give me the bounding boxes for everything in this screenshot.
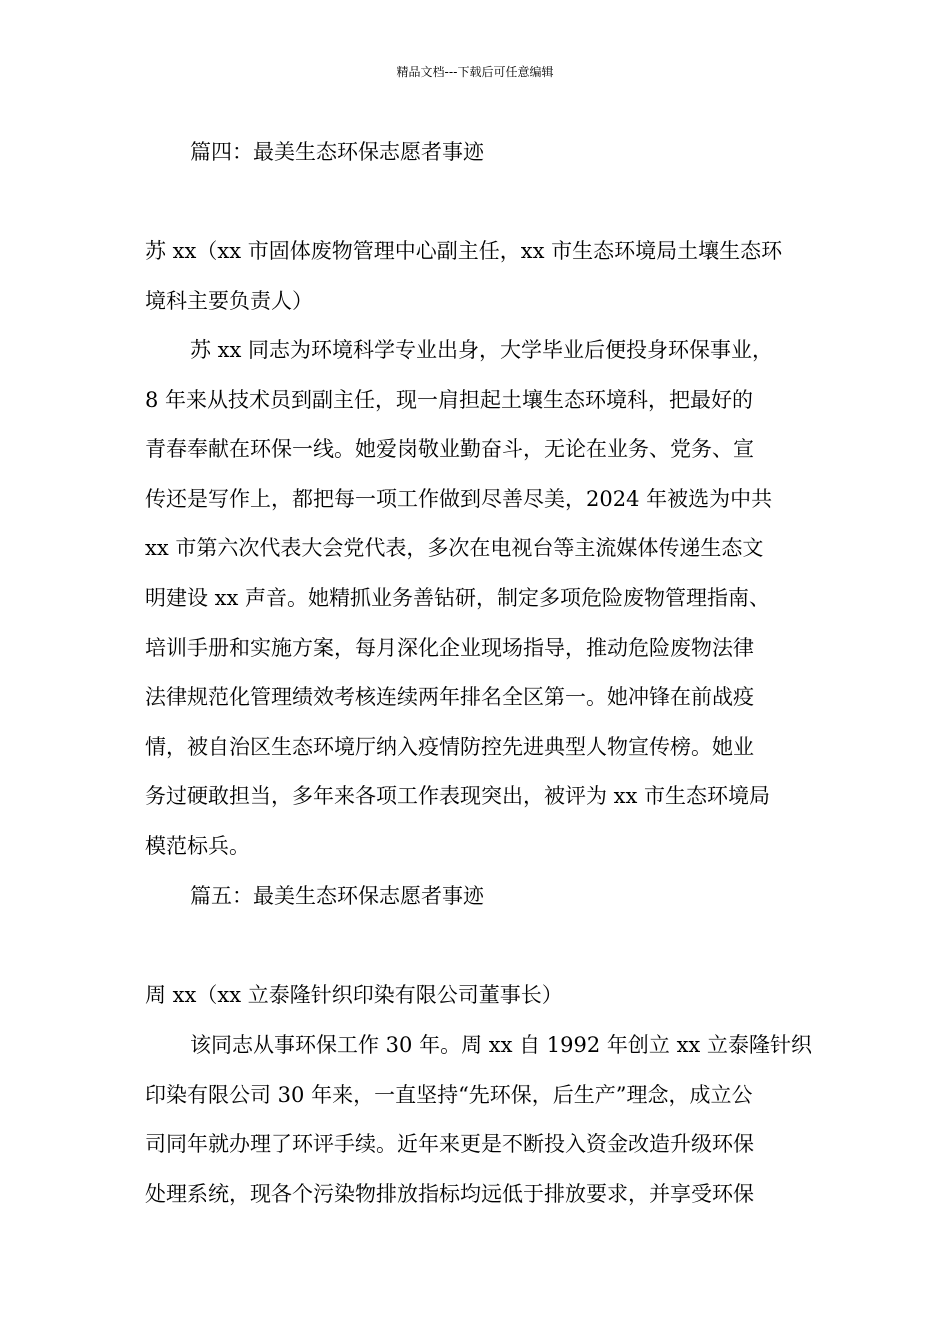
section4-person-block	[145, 227, 815, 326]
section5-heading-block	[145, 872, 815, 922]
section4-body	[145, 326, 815, 872]
section4-body-line: 模范标兵。	[145, 833, 250, 858]
section4-body-line: 传还是写作上，都把每一项工作做到尽善尽美，2024 年被选为中共	[145, 486, 773, 511]
section4-person-line: 境科主要负责人）	[145, 288, 313, 313]
section4-body-line: 法律规范化管理绩效考核连续两年排名全区第一。她冲锋在前战疫	[145, 685, 754, 710]
section4-body-line: 青春奉献在环保一线。她爱岗敬业勤奋斗，无论在业务、党务、宣	[145, 437, 754, 462]
section5-body-line: 司同年就办理了环评手续。近年来更是不断投入资金改造升级环保	[145, 1132, 754, 1157]
section5-heading: 篇五：最美生态环保志愿者事迹	[190, 884, 484, 908]
section4-body-line: 培训手册和实施方案，每月深化企业现场指导，推动危险废物法律	[145, 635, 754, 660]
section5-person-block	[145, 971, 815, 1021]
section4-body-line: 8 年来从技术员到副主任，现一肩担起土壤生态环境科，把最好的	[145, 387, 754, 412]
section4-body-line: 明建设 xx 声音。她精抓业务善钻研，制定多项危险废物管理指南、	[145, 585, 771, 610]
section4-body-line: xx 市第六次代表大会党代表，多次在电视台等主流媒体传递生态文	[145, 536, 764, 561]
section5-body-line: 处理系统，现各个污染物排放指标均远低于排放要求，并享受环保	[145, 1181, 754, 1206]
section4-body-line: 苏 xx 同志为环境科学专业出身，大学毕业后便投身环保事业，	[190, 338, 774, 362]
section5-body	[145, 1021, 815, 1219]
section4-body-line: 务过硬敢担当，多年来各项工作表现突出，被评为 xx 市生态环境局	[145, 784, 771, 809]
section4-heading: 篇四：最美生态环保志愿者事迹	[190, 140, 484, 164]
page-header: 精品文档---下载后可任意编辑	[396, 65, 554, 79]
section4-body-line: 情，被自治区生态环境厅纳入疫情防控先进典型人物宣传榜。她业	[145, 734, 754, 759]
section5-person-line: 周 xx（xx 立泰隆针织印染有限公司董事长）	[145, 983, 563, 1007]
section5-body-line: 该同志从事环保工作 30 年。周 xx 自 1992 年创立 xx 立泰隆针织	[190, 1033, 812, 1057]
section4-person-line: 苏 xx（xx 市固体废物管理中心副主任，xx 市生态环境局土壤生态环	[145, 239, 783, 263]
section5-body-line: 印染有限公司 30 年来，一直坚持“先环保，后生产”理念，成立公	[145, 1082, 753, 1107]
section4-heading-block	[145, 128, 815, 178]
